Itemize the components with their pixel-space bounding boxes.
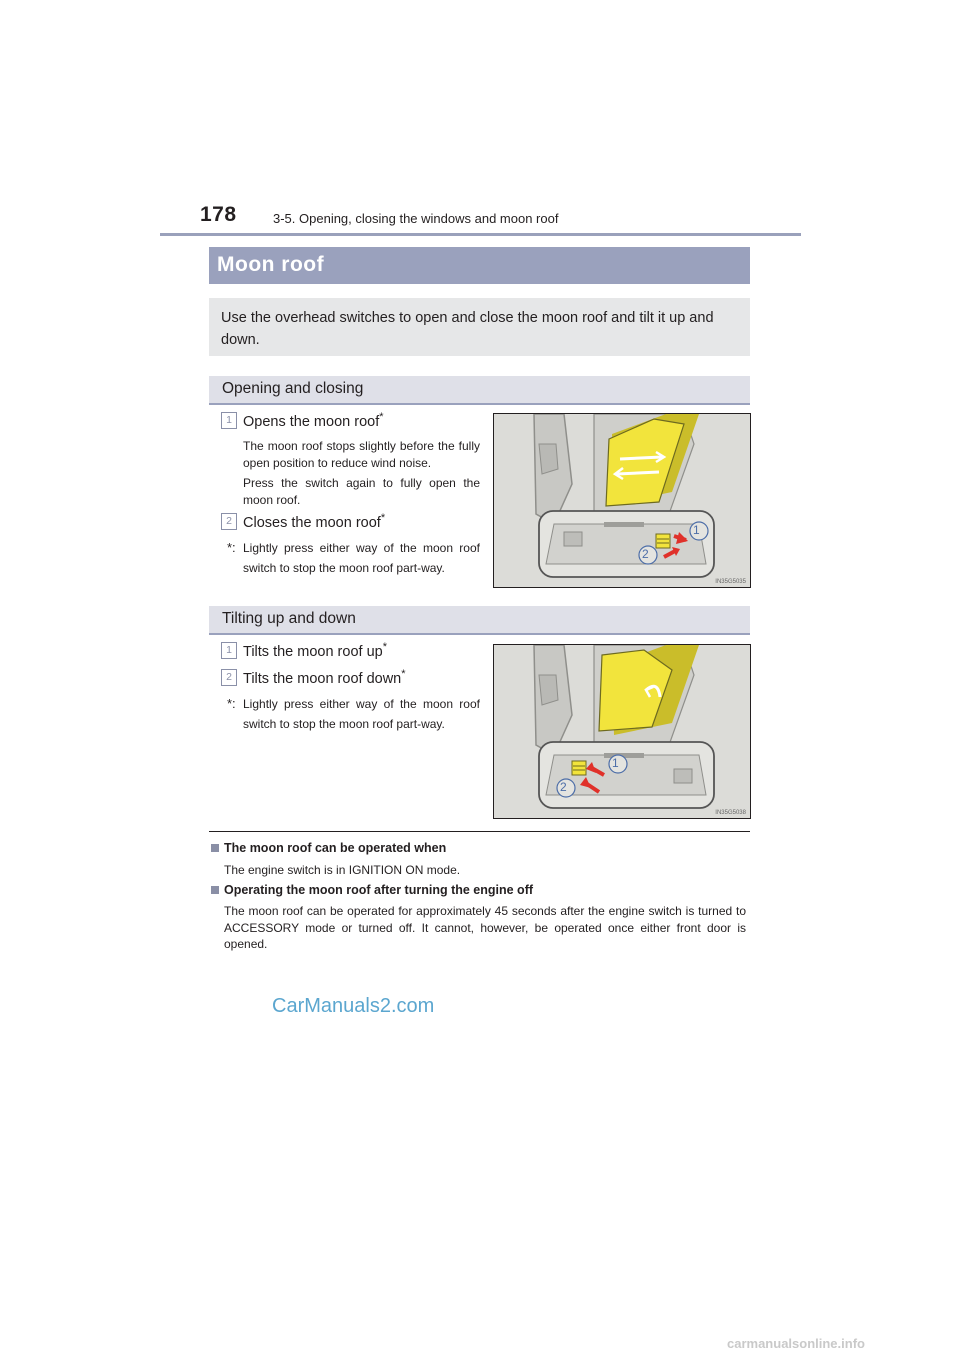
page-number: 178 [200, 203, 237, 226]
callout-2: 2 [560, 780, 567, 794]
item-number-badge: 1 [221, 642, 237, 659]
note-body-engine-off: The moon roof can be operated for approximately 45 seconds after the engine switch is turned to ACCESSORY mode or turned off. It cannot, however, be operated once either front door is opened. [224, 904, 746, 951]
stop-before-open-note: The moon roof stops slightly before the fully open position to reduce wind noise. [243, 439, 480, 470]
callout-1: 1 [693, 523, 700, 537]
page-title: Moon roof [217, 253, 325, 276]
tilting-heading [209, 606, 750, 635]
note-heading-operable: The moon roof can be operated when [211, 841, 446, 855]
tilts-down-label: Tilts the moon roof down* [243, 668, 406, 687]
section-divider [209, 831, 750, 832]
item-number-badge: 2 [221, 669, 237, 686]
opening-heading-text: Opening and closing [222, 380, 364, 397]
tilts-up-label: Tilts the moon roof up* [243, 641, 387, 660]
figure-moon-roof-open-close [493, 413, 751, 588]
header-rule [160, 233, 801, 236]
opening-closing-heading [209, 376, 750, 405]
closes-moon-roof-label: Closes the moon roof* [243, 512, 386, 531]
opens-moon-roof-label: Opens the moon roof* [243, 411, 384, 430]
intro-text: Use the overhead switches to open and close the moon roof and tilt it up and down. [221, 310, 714, 348]
fully-open-note: Press the switch again to fully open the moon roof. [243, 476, 480, 507]
item-number-badge: 2 [221, 513, 237, 530]
callout-1: 1 [612, 756, 619, 770]
tilting-heading-text: Tilting up and down [222, 610, 356, 627]
page-title-banner [209, 247, 750, 284]
figure-code: IN35G5035 [715, 579, 746, 585]
figure-moon-roof-tilt [493, 644, 751, 819]
figure-code: IN35G5038 [715, 810, 746, 816]
callout-2: 2 [642, 547, 649, 561]
footnote-mark: *: [227, 540, 236, 555]
note-heading-engine-off: Operating the moon roof after turning the engine off [211, 883, 533, 897]
footnote-text: Lightly press either way of the moon roof switch to stop the moon roof part-way. [243, 541, 480, 575]
watermark-carmanuals2[interactable]: CarManuals2.com [272, 995, 435, 1017]
note-body-operable: The engine switch is in IGNITION ON mode. [224, 863, 461, 877]
intro-box [209, 298, 750, 356]
footnote-text: Lightly press either way of the moon roof switch to stop the moon roof part-way. [243, 697, 480, 731]
section-title: 3-5. Opening, closing the windows and moon roof [273, 211, 559, 226]
item-number-badge: 1 [221, 412, 237, 429]
watermark-carmanualsonline: carmanualsonline.info [727, 1336, 865, 1351]
footnote-mark: *: [227, 696, 236, 711]
